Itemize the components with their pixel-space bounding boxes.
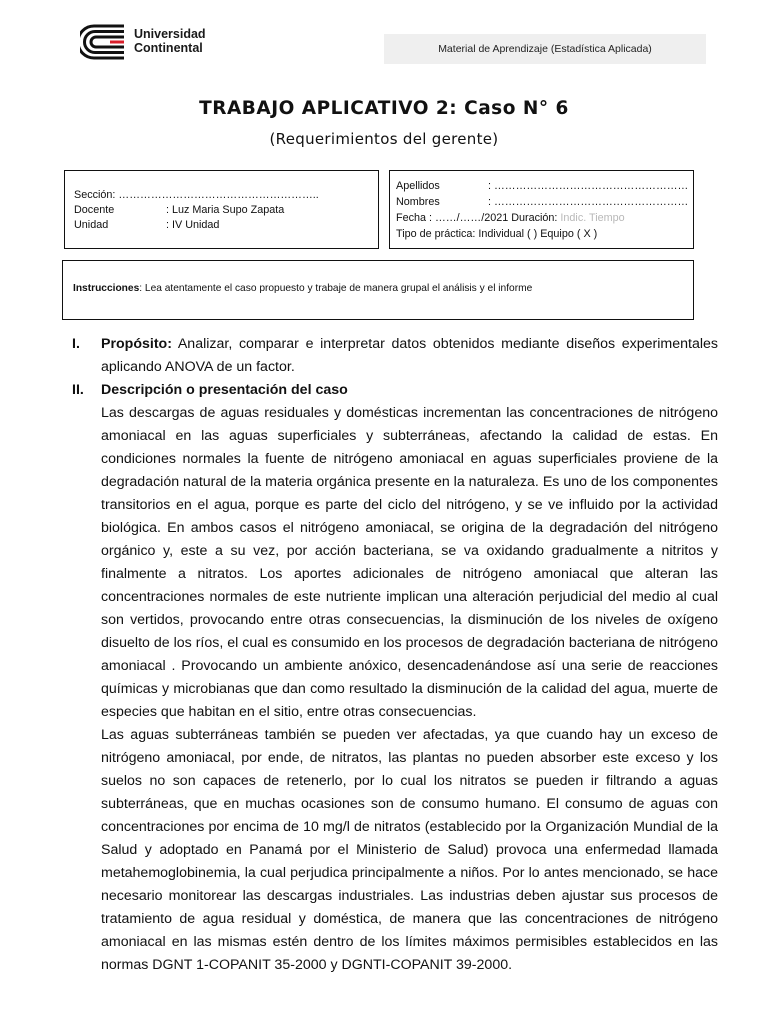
section-1-number: I. — [72, 336, 80, 352]
section-2-title: Descripción o presentación del caso — [101, 382, 348, 398]
section-description — [72, 379, 718, 977]
seccion-label: Sección: — [74, 189, 116, 201]
unidad-row — [74, 219, 219, 231]
nombres-value: : ……………………………………………… — [488, 196, 689, 208]
instructions-label: Instrucciones — [73, 283, 140, 294]
purpose-text: Analizar, comparar e interpretar datos obtenidos mediante diseños experimentales aplicando ANOVA de un factor. — [101, 336, 718, 375]
apellidos-row — [396, 180, 688, 192]
paragraph-1: Las descargas de aguas residuales y domésticas incrementan las concentraciones de nitrógeno amoniacal en las aguas superficiales y subterráneas, afectando la calidad de estas. En condiciones normales la fuente de nitrógeno amoniacal en aguas superficiales proviene de la degradación natural de la materia orgánica presente en la naturaleza. Es uno de los componentes transitorios en el agua, porque es parte del ciclo del nitrógeno, y se ve influido por la actividad biológica. En ambos casos el nitrógeno amoniacal, se origina de la degradación del nitrógeno orgánico y, este a su vez, por acción bacteriana, se va oxidando gradualmente a nitritos y finalmente a nitratos. Los aportes adicionales de nitrógeno amoniacal que alteran las concentraciones normales de este nutriente implican una alteración perjudicial del medio al cual son vertidos, provocando entre otras consecuencias, la disminución de los niveles de oxígeno disuelto de los ríos, el cual es consumido en los procesos de degradación bacteriana de nitrógeno amoniacal . Provocando un ambiente anóxico, desencadenándose así una serie de reacciones químicas y microbianas que dan como resultado la disminución de la calidad del agua, muerte de especies que habitan en el sitio, entre otras consecuencias. — [101, 405, 718, 720]
university-logo — [80, 22, 230, 62]
document-body — [72, 333, 718, 977]
instructions-text: : Lea atentamente el caso propuesto y trabaje de manera grupal el análisis y el informe — [139, 283, 533, 294]
apellidos-value: : ……………………………………………… — [488, 180, 689, 192]
instructions-box — [62, 260, 694, 320]
apellidos-label: Apellidos — [396, 180, 440, 192]
seccion-row — [74, 189, 319, 201]
section-2-number: II. — [72, 382, 84, 398]
info-box-right — [389, 170, 694, 249]
info-box-left — [64, 170, 379, 249]
tipo-practica-row: Tipo de práctica: Individual ( ) Equipo ( X ) — [396, 228, 598, 240]
logo-text — [134, 27, 206, 55]
material-header: Material de Aprendizaje (Estadística Aplicada) — [384, 34, 706, 64]
instructions — [73, 283, 532, 294]
continental-logo-icon — [80, 22, 128, 62]
unidad-value: : IV Unidad — [166, 219, 220, 231]
page-subtitle: (Requerimientos del gerente) — [269, 130, 499, 148]
docente-label: Docente — [74, 204, 115, 216]
docente-row — [74, 204, 284, 216]
seccion-value: ……………………………………………….. — [118, 189, 319, 201]
fecha-text: Fecha : ……/……/2021 Duración: — [396, 212, 558, 224]
duracion-value: Indic. Tiempo — [560, 212, 625, 224]
nombres-row — [396, 196, 688, 208]
paragraph-2: Las aguas subterráneas también se pueden ver afectadas, ya que cuando hay un exceso de nitrógeno amoniacal, por ende, de nitratos, las plantas no pueden absorber este exceso y los suelos no son capaces de retenerlo, por lo cual los nitratos se pueden ir filtrando a aguas subterráneas, que en muchas ocasiones son de consumo humano. El consumo de aguas con concentraciones por encima de 10 mg/l de nitratos (establecido por la Organización Mundial de la Salud y adoptado en Panamá por el Ministerio de Salud) provoca una enfermedad llamada metahemoglobinemia, la cual perjudica principalmente a niños. Por lo antes mencionado, se hace necesario monitorear las descargas industriales. Las industrias deben ajustar sus procesos de tratamiento de agua residual y doméstica, de manera que las concentraciones de nitrógeno amoniacal en las mismas estén dentro de los límites máximos permisibles establecidos en las normas DGNT 1-COPANIT 35-2000 y DGNTI-COPANIT 39-2000. — [101, 727, 718, 973]
logo-line-2: Continental — [134, 41, 203, 55]
unidad-label: Unidad — [74, 219, 109, 231]
purpose-label: Propósito: — [101, 336, 172, 352]
docente-value: : Luz Maria Supo Zapata — [166, 204, 285, 216]
logo-line-1: Universidad — [134, 27, 206, 41]
section-purpose — [72, 333, 718, 379]
fecha-row — [396, 212, 625, 224]
page-title: TRABAJO APLICATIVO 2: Caso N° 6 — [199, 98, 569, 119]
nombres-label: Nombres — [396, 196, 440, 208]
